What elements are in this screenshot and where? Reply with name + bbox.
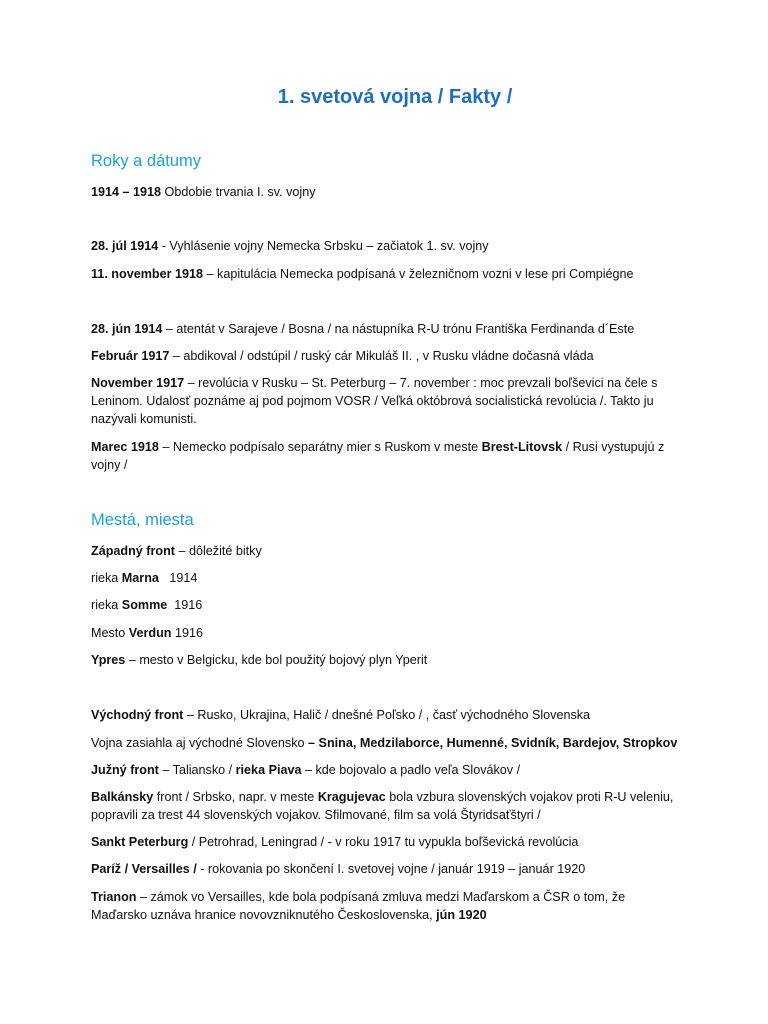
- fact-p5: Február 1917 – abdikoval / odstúpil / ruský cár Mikuláš II. , v Rusku vládne dočasná vláda: [91, 349, 594, 363]
- fact-p10: rieka Somme 1916: [91, 598, 203, 612]
- section-heading-dates: Roky a dátumy: [91, 152, 202, 170]
- page-title: 1. svetová vojna / Fakty /: [277, 86, 513, 108]
- fact-p14: Vojna zasiahla aj východné Slovensko – Snina, Medzilaborce, Humenné, Svidník, Bardejov, Stropkov: [91, 736, 678, 750]
- fact-p16: Balkánsky front / Srbsko, napr. v meste Kragujevac bola vzbura slovenských vojakov proti R-U veleniu, popravili za trest 44 slovenských vojakov. Sfilmované, film sa volá Štyridsaťštyri /: [91, 790, 674, 822]
- fact-p9: rieka Marna 1914: [91, 571, 198, 585]
- fact-p8: Západný front – dôležité bitky: [91, 544, 262, 558]
- fact-p12: Ypres – mesto v Belgicku, kde bol použitý bojový plyn Yperit: [91, 653, 428, 667]
- fact-p1: 1914 – 1918 Obdobie trvania I. sv. vojny: [91, 185, 316, 199]
- fact-p6: November 1917 – revolúcia v Rusku – St. Peterburg – 7. november : moc prevzali boľševici na čele s Leninom. Udalosť poznáme aj pod pojmom VOSR / Veľká októbrová socialistická revolúcia /. Takto ju nazývali komunisti.: [91, 376, 658, 426]
- fact-p18: Paríž / Versailles / - rokovania po skončení I. svetovej vojne / január 1919 – január 1920: [91, 862, 586, 876]
- fact-p3: 11. november 1918 – kapitulácia Nemecka podpísaná v železničnom vozni v lese pri Compiégne: [91, 267, 634, 281]
- fact-p17: Sankt Peterburg / Petrohrad, Leningrad / - v roku 1917 tu vypukla boľševická revolúcia: [91, 835, 579, 849]
- fact-p19: Trianon – zámok vo Versailles, kde bola podpísaná zmluva medzi Maďarskom a ČSR o tom, že Maďarsko uznáva hranice novovzniknutého Československa, jún 1920: [91, 890, 626, 922]
- fact-p11: Mesto Verdun 1916: [91, 626, 204, 640]
- section-heading-places: Mestá, miesta: [91, 511, 194, 529]
- fact-p7: Marec 1918 – Nemecko podpísalo separátny mier s Ruskom v meste Brest-Litovsk / Rusi vystupujú z vojny /: [91, 440, 665, 472]
- fact-p15: Južný front – Taliansko / rieka Piava – kde bojovalo a padlo veľa Slovákov /: [91, 763, 521, 777]
- fact-p13: Východný front – Rusko, Ukrajina, Halič / dnešné Poľsko / , časť východného Slovenska: [91, 708, 591, 722]
- fact-p4: 28. jún 1914 – atentát v Sarajeve / Bosna / na nástupníka R-U trónu Františka Ferdinanda d´Este: [91, 322, 635, 336]
- fact-p2: 28. júl 1914 - Vyhlásenie vojny Nemecka Srbsku – začiatok 1. sv. vojny: [91, 239, 489, 253]
